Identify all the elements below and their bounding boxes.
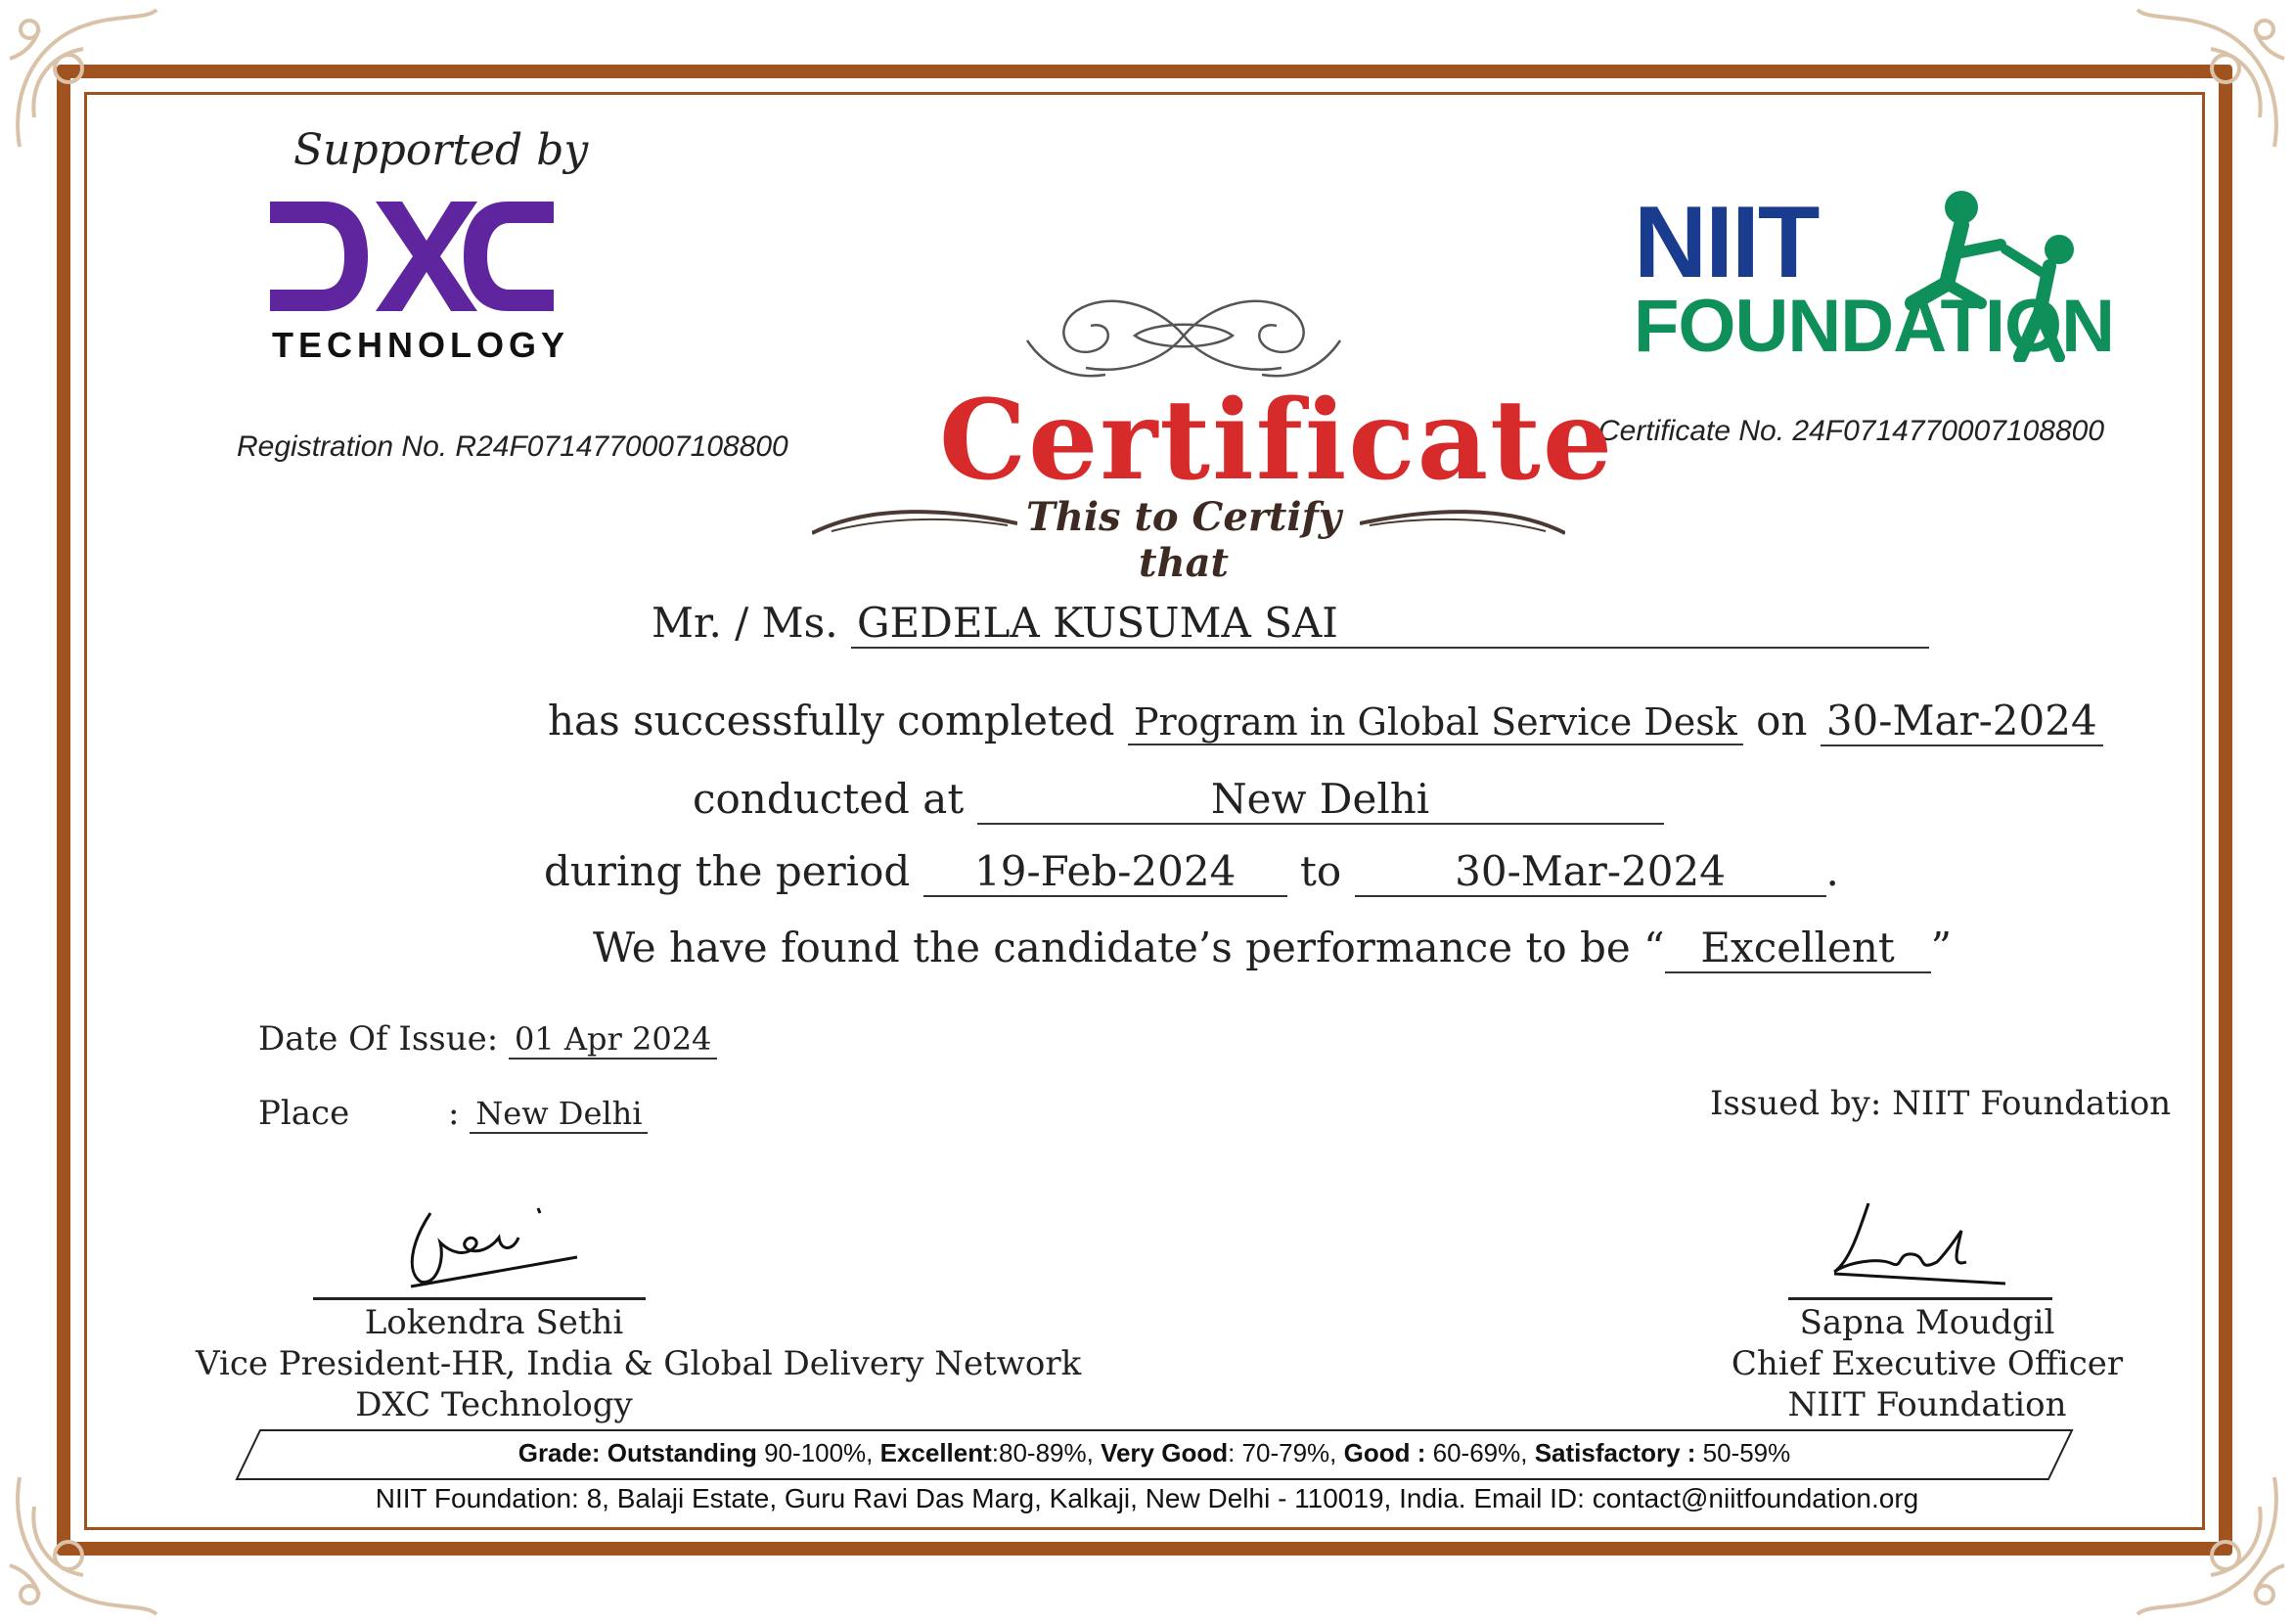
place-row <box>448 1094 648 1134</box>
certificate-number: Certificate No. 24F0714770007108800 <box>1598 415 2105 447</box>
completed-prefix: has successfully completed <box>548 697 1115 744</box>
place-value: New Delhi <box>470 1095 648 1134</box>
subtitle-swoosh-right <box>1360 494 1565 543</box>
issue-date-row <box>258 1019 717 1060</box>
signature-left <box>391 1194 597 1291</box>
title-flourish <box>1017 282 1350 389</box>
performance-grade: Excellent <box>1665 924 1931 973</box>
conducted-place: New Delhi <box>977 775 1664 825</box>
signatory-right-org: NIIT Foundation <box>1787 1385 2067 1424</box>
footer-address: NIIT Foundation: 8, Balaji Estate, Guru Ravi Das Marg, Kalkaji, New Delhi - 110019, India. Email ID: contact@niitfoundation.org <box>375 1483 1919 1513</box>
period-full-stop: . <box>1825 847 1839 895</box>
corner-ornament-top-left <box>0 0 166 166</box>
signatory-right-name: Sapna Moudgil <box>1799 1303 2055 1342</box>
signature-line-right <box>1788 1297 2052 1300</box>
supported-by-label: Supported by <box>293 125 589 175</box>
name-line <box>652 599 1929 649</box>
conducted-prefix: conducted at <box>693 775 965 823</box>
place-label: Place <box>258 1094 350 1133</box>
program-name: Program in Global Service Desk <box>1128 700 1743 745</box>
helping-hand-icon <box>1903 186 2098 362</box>
dxc-logo <box>270 202 554 317</box>
issue-date-label: Date Of Issue: <box>258 1019 499 1059</box>
completion-date: 30-Mar-2024 <box>1821 697 2103 746</box>
signatory-left-name: Lokendra Sethi <box>364 1303 624 1342</box>
signature-line-left <box>313 1297 646 1300</box>
signature-right <box>1820 1194 2015 1291</box>
grade-scale: Grade: Outstanding 90-100%, Excellent:80-89%, Very Good: 70-79%, Good : 60-69%, Satisfactory : 50-59% <box>517 1438 1791 1467</box>
registration-number: Registration No. R24F0714770007108800 <box>237 430 788 463</box>
niit-logo-line1: NIIT <box>1634 186 1819 299</box>
corner-ornament-bottom-left <box>0 1458 166 1624</box>
certificate-title: Certificate <box>939 377 1615 505</box>
corner-ornament-bottom-right <box>2128 1458 2294 1624</box>
signatory-right-title: Chief Executive Officer <box>1731 1344 2124 1383</box>
issue-date-value: 01 Apr 2024 <box>509 1020 717 1060</box>
performance-line <box>593 924 1952 973</box>
signatory-left-title: Vice President-HR, India & Global Delivery Network <box>196 1344 1082 1383</box>
certificate-subtitle: This to Certify that <box>1025 494 1342 586</box>
recipient-name: GEDELA KUSUMA SAI <box>851 599 1929 649</box>
period-end: 30-Mar-2024 <box>1355 847 1826 897</box>
conducted-line <box>693 775 1664 825</box>
dxc-tagline: TECHNOLOGY <box>272 325 570 365</box>
issued-by: Issued by: NIIT Foundation <box>1710 1084 2172 1123</box>
period-line <box>544 847 1839 897</box>
performance-prefix: We have found the candidate’s performance to be “ <box>593 924 1665 971</box>
signatory-left-org: DXC Technology <box>355 1385 633 1424</box>
completion-line <box>548 697 2103 746</box>
period-start: 19-Feb-2024 <box>923 847 1287 897</box>
place-colon: : <box>448 1094 460 1133</box>
salutation-label: Mr. / Ms. <box>652 599 838 647</box>
niit-logo-line2: FOUNDATION <box>1634 285 2114 368</box>
to-word: to <box>1300 847 1342 895</box>
performance-suffix: ” <box>1930 924 1953 971</box>
on-word: on <box>1756 697 1808 744</box>
corner-ornament-top-right <box>2128 0 2294 166</box>
period-prefix: during the period <box>544 847 911 895</box>
